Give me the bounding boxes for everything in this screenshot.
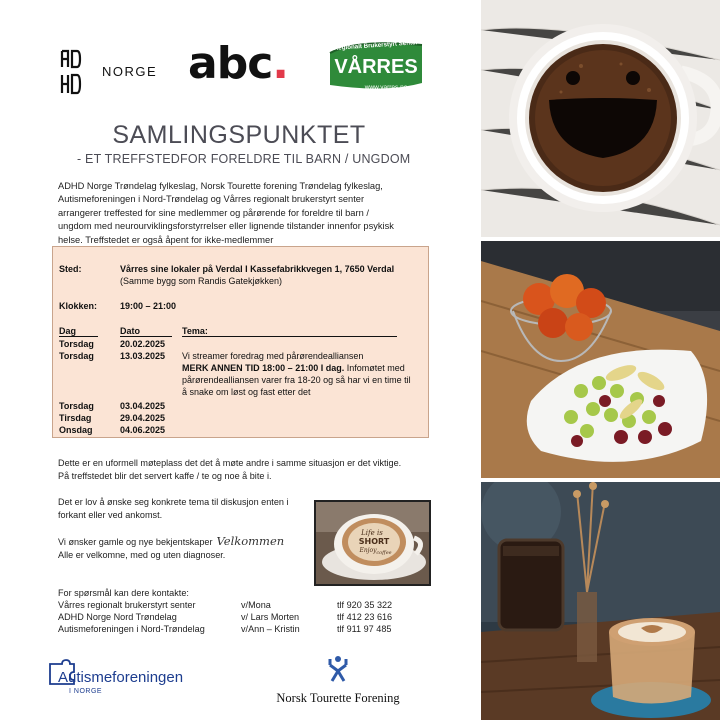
row-dag: Torsdag (59, 339, 94, 349)
norsk-tourette-forening-logo (268, 655, 408, 705)
row-dag: Torsdag (59, 401, 94, 411)
contact-org: Autismeforeningen i Nord-Trøndelag (58, 624, 205, 634)
abc-logo (188, 38, 288, 89)
contact-org: ADHD Norge Nord Trøndelag (58, 612, 177, 622)
welcome-script-text: Velkommen (216, 534, 285, 548)
abc-word: abc (188, 38, 273, 89)
col-dato-header: Dato (120, 326, 140, 336)
adhd-norge-logo (58, 43, 157, 99)
cup-text-line: Enjoy (359, 547, 377, 554)
dag-underline (59, 336, 98, 337)
adhd-norge-word: NORGE (102, 63, 158, 79)
row-dag: Torsdag (59, 351, 94, 361)
paragraph-line: Dette er en uformell møteplass det det å møte andre i samme situasjon er det viktige. (58, 458, 402, 468)
welcome-text: Vi ønsker gamle og nye bekjentskaper (58, 537, 213, 547)
tourette-name-text: Norsk Tourette Forening (276, 691, 400, 705)
row-dato: 13.03.2025 (120, 351, 166, 361)
contact-phone: tlf 911 97 485 (337, 624, 392, 634)
abc-dot: . (272, 38, 288, 89)
tema-note-rest: Infomøtet med (344, 363, 405, 373)
paragraph-line: På treffstedet blir det servert kaffe / te og noe å bite i. (58, 470, 272, 481)
sted-label: Sted: (59, 264, 82, 274)
row-dag: Tirsdag (59, 413, 92, 423)
page-subtitle: - ET TREFFSTEDFOR FORELDRE TIL BARN / UNGDOM (77, 152, 411, 166)
paragraph-topics (58, 496, 289, 522)
cup-text-line: SHORT (358, 537, 390, 546)
autisme-sub-text: I NORGE (69, 688, 103, 695)
paragraph-line (58, 535, 284, 549)
tema-line (182, 363, 405, 373)
autismeforeningen-logo (48, 658, 208, 698)
klokken-value: 19:00 – 21:00 (120, 301, 177, 311)
contact-phone: tlf 920 35 322 (337, 600, 393, 610)
contacts-heading-row (58, 588, 438, 600)
tema-note-bold: MERK ANNEN TID 18:00 – 21:00 I dag. (182, 363, 345, 373)
row-dato: 03.04.2025 (120, 401, 166, 411)
sted-note: (Samme bygg som Randis Gatekjøkken) (120, 276, 283, 286)
intro-line: ADHD Norge Trøndelag fylkeslag, Norsk Tourette forening Trøndelag fylkeslag, (58, 181, 383, 191)
adhd-mark-icon (58, 43, 96, 99)
paragraph-line: Alle er velkomne, med og uten diagnoser. (58, 549, 226, 560)
contacts-heading: For spørsmål kan dere kontakte: (58, 588, 189, 598)
varres-name-text: VÅRRES (334, 56, 418, 78)
tema-line: pårørendealliansen varer fra 18-20 og så har vi en time til (182, 375, 411, 385)
intro-line: ungdom med neurourviklingsforstyrrelser eller lignende tilstander innenfor psykisk (58, 221, 394, 232)
contact-row (58, 624, 438, 636)
paragraph-line: forkant eller ved ankomst. (58, 509, 163, 520)
col-dag-header: Dag (59, 326, 77, 336)
paragraph-line: Det er lov å ønske seg konkrete tema til diskusjon enten i (58, 497, 289, 507)
varres-top-text: Regionalt Brukerstyrt Senter (333, 39, 419, 52)
row-dato: 29.04.2025 (120, 413, 166, 423)
tourette-figure-icon (326, 655, 350, 683)
col-tema-header: Tema: (182, 326, 208, 336)
tema-line: å snake om løst og fast etter det (182, 387, 311, 397)
latte-cafe-photo (481, 482, 720, 720)
coffee-cup-smile-photo (481, 0, 720, 237)
row-dato: 04.06.2025 (120, 425, 166, 435)
row-dag: Onsdag (59, 425, 93, 435)
varres-logo (326, 35, 426, 95)
contact-row (58, 612, 438, 624)
paragraph-welcome (58, 535, 284, 562)
page-title: SAMLINGSPUNKTET (112, 121, 366, 149)
intro-line: helse. Treffstedet er også åpent for ikke-medlemmer (58, 234, 274, 245)
dato-underline (120, 336, 172, 337)
paragraph-meeting-place (58, 457, 401, 483)
cup-text-line: Life is (361, 529, 383, 537)
contact-person: v/ Lars Morten (241, 612, 300, 622)
varres-url-text: www.varres.no (364, 84, 408, 91)
tema-underline (182, 336, 397, 337)
event-info-box (52, 246, 429, 438)
contact-phone: tlf 412 23 616 (337, 612, 393, 622)
autisme-name-text: Autismeforeningen (58, 669, 184, 686)
intro-text (58, 180, 436, 247)
intro-line: Autismeforeningen i Nord-Trøndelag og Vårres regionalt brukerstyrt senter (58, 194, 365, 205)
intro-line: arrangerer treffested for sine medlemmer og pårørende for foreldre til barn / (58, 207, 369, 218)
cup-text-line: coffee (376, 550, 392, 556)
photo-column (481, 0, 720, 720)
sted-value: Vårres sine lokaler på Verdal I Kassefabrikkvegen 1, 7650 Verdal (120, 264, 395, 274)
fruit-bowl-photo (481, 241, 720, 478)
klokken-label: Klokken: (59, 301, 98, 311)
coffee-latte-art-photo (314, 500, 431, 586)
tema-line: Vi streamer foredrag med pårørendealliansen (182, 351, 364, 361)
contact-org: Vårres regionalt brukerstyrt senter (58, 600, 196, 610)
contact-person: v/Ann – Kristin (241, 624, 300, 634)
contact-row (58, 600, 438, 612)
row-dato: 20.02.2025 (120, 339, 166, 349)
contact-person: v/Mona (241, 600, 271, 610)
